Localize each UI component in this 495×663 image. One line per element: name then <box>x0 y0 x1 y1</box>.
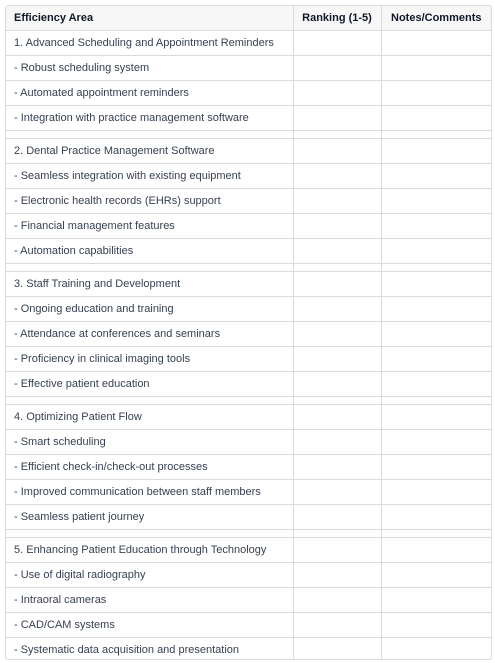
ranking-cell <box>293 430 381 455</box>
notes-cell <box>381 563 491 588</box>
efficiency-area-cell: - Automated appointment reminders <box>6 81 293 106</box>
header-notes: Notes/Comments <box>381 6 491 31</box>
table-row <box>6 638 491 661</box>
header-ranking: Ranking (1-5) <box>293 6 381 31</box>
ranking-cell <box>293 480 381 505</box>
table-row <box>6 297 491 322</box>
spacer-cell <box>293 530 381 538</box>
table-row <box>6 189 491 214</box>
notes-cell <box>381 347 491 372</box>
ranking-cell <box>293 81 381 106</box>
header-efficiency-area: Efficiency Area <box>6 6 293 31</box>
section-spacer-row <box>6 131 491 139</box>
ranking-cell <box>293 322 381 347</box>
notes-cell <box>381 322 491 347</box>
ranking-cell <box>293 347 381 372</box>
header-row <box>6 6 491 31</box>
ranking-cell <box>293 505 381 530</box>
ranking-cell <box>293 372 381 397</box>
efficiency-area-cell: - Robust scheduling system <box>6 56 293 81</box>
notes-cell <box>381 81 491 106</box>
notes-cell <box>381 372 491 397</box>
section-spacer-row <box>6 530 491 538</box>
spacer-cell <box>293 264 381 272</box>
notes-cell <box>381 588 491 613</box>
ranking-cell <box>293 139 381 164</box>
notes-cell <box>381 638 491 661</box>
table-body <box>6 31 491 661</box>
ranking-cell <box>293 588 381 613</box>
section-title-row <box>6 31 491 56</box>
spacer-cell <box>381 530 491 538</box>
ranking-cell <box>293 239 381 264</box>
ranking-cell <box>293 405 381 430</box>
spacer-cell <box>293 131 381 139</box>
notes-cell <box>381 430 491 455</box>
ranking-cell <box>293 538 381 563</box>
table-row <box>6 588 491 613</box>
spacer-cell <box>6 264 293 272</box>
notes-cell <box>381 214 491 239</box>
efficiency-area-cell: - Automation capabilities <box>6 239 293 264</box>
table-row <box>6 455 491 480</box>
notes-cell <box>381 239 491 264</box>
table-row <box>6 214 491 239</box>
efficiency-area-cell: - Attendance at conferences and seminars <box>6 322 293 347</box>
efficiency-area-cell: 2. Dental Practice Management Software <box>6 139 293 164</box>
ranking-cell <box>293 638 381 661</box>
table-row <box>6 322 491 347</box>
table-row <box>6 164 491 189</box>
ranking-cell <box>293 613 381 638</box>
section-title-row <box>6 405 491 430</box>
spacer-cell <box>381 397 491 405</box>
notes-cell <box>381 31 491 56</box>
table-row <box>6 372 491 397</box>
section-title-row <box>6 139 491 164</box>
section-spacer-row <box>6 397 491 405</box>
efficiency-area-cell: 4. Optimizing Patient Flow <box>6 405 293 430</box>
efficiency-table-container <box>5 5 492 660</box>
efficiency-area-cell: - Financial management features <box>6 214 293 239</box>
table-row <box>6 239 491 264</box>
notes-cell <box>381 480 491 505</box>
notes-cell <box>381 106 491 131</box>
efficiency-area-cell: - Effective patient education <box>6 372 293 397</box>
efficiency-area-cell: 5. Enhancing Patient Education through Technology <box>6 538 293 563</box>
ranking-cell <box>293 455 381 480</box>
spacer-cell <box>381 131 491 139</box>
spacer-cell <box>293 397 381 405</box>
notes-cell <box>381 164 491 189</box>
ranking-cell <box>293 31 381 56</box>
table-row <box>6 81 491 106</box>
efficiency-area-cell: 3. Staff Training and Development <box>6 272 293 297</box>
efficiency-area-cell: - Smart scheduling <box>6 430 293 455</box>
efficiency-area-cell: - Seamless integration with existing equipment <box>6 164 293 189</box>
ranking-cell <box>293 106 381 131</box>
ranking-cell <box>293 164 381 189</box>
efficiency-area-cell: - Improved communication between staff members <box>6 480 293 505</box>
notes-cell <box>381 272 491 297</box>
section-title-row <box>6 538 491 563</box>
notes-cell <box>381 297 491 322</box>
section-title-row <box>6 272 491 297</box>
efficiency-area-cell: - Electronic health records (EHRs) support <box>6 189 293 214</box>
efficiency-area-cell: - Seamless patient journey <box>6 505 293 530</box>
notes-cell <box>381 613 491 638</box>
ranking-cell <box>293 563 381 588</box>
ranking-cell <box>293 189 381 214</box>
notes-cell <box>381 56 491 81</box>
efficiency-area-cell: - Ongoing education and training <box>6 297 293 322</box>
table-row <box>6 106 491 131</box>
notes-cell <box>381 505 491 530</box>
spacer-cell <box>6 530 293 538</box>
spacer-cell <box>381 264 491 272</box>
efficiency-area-cell: - Intraoral cameras <box>6 588 293 613</box>
ranking-cell <box>293 56 381 81</box>
ranking-cell <box>293 272 381 297</box>
notes-cell <box>381 455 491 480</box>
efficiency-table <box>6 6 491 660</box>
notes-cell <box>381 139 491 164</box>
efficiency-area-cell: - Proficiency in clinical imaging tools <box>6 347 293 372</box>
efficiency-area-cell: - Efficient check-in/check-out processes <box>6 455 293 480</box>
table-row <box>6 430 491 455</box>
efficiency-area-cell: - Integration with practice management software <box>6 106 293 131</box>
ranking-cell <box>293 214 381 239</box>
spacer-cell <box>6 131 293 139</box>
notes-cell <box>381 405 491 430</box>
efficiency-area-cell: - Use of digital radiography <box>6 563 293 588</box>
spacer-cell <box>6 397 293 405</box>
table-row <box>6 613 491 638</box>
efficiency-area-cell: - CAD/CAM systems <box>6 613 293 638</box>
table-row <box>6 480 491 505</box>
table-row <box>6 347 491 372</box>
table-header <box>6 6 491 31</box>
table-row <box>6 56 491 81</box>
table-row <box>6 505 491 530</box>
efficiency-area-cell: 1. Advanced Scheduling and Appointment Reminders <box>6 31 293 56</box>
section-spacer-row <box>6 264 491 272</box>
notes-cell <box>381 189 491 214</box>
table-row <box>6 563 491 588</box>
efficiency-area-cell: - Systematic data acquisition and presentation <box>6 638 293 661</box>
notes-cell <box>381 538 491 563</box>
ranking-cell <box>293 297 381 322</box>
